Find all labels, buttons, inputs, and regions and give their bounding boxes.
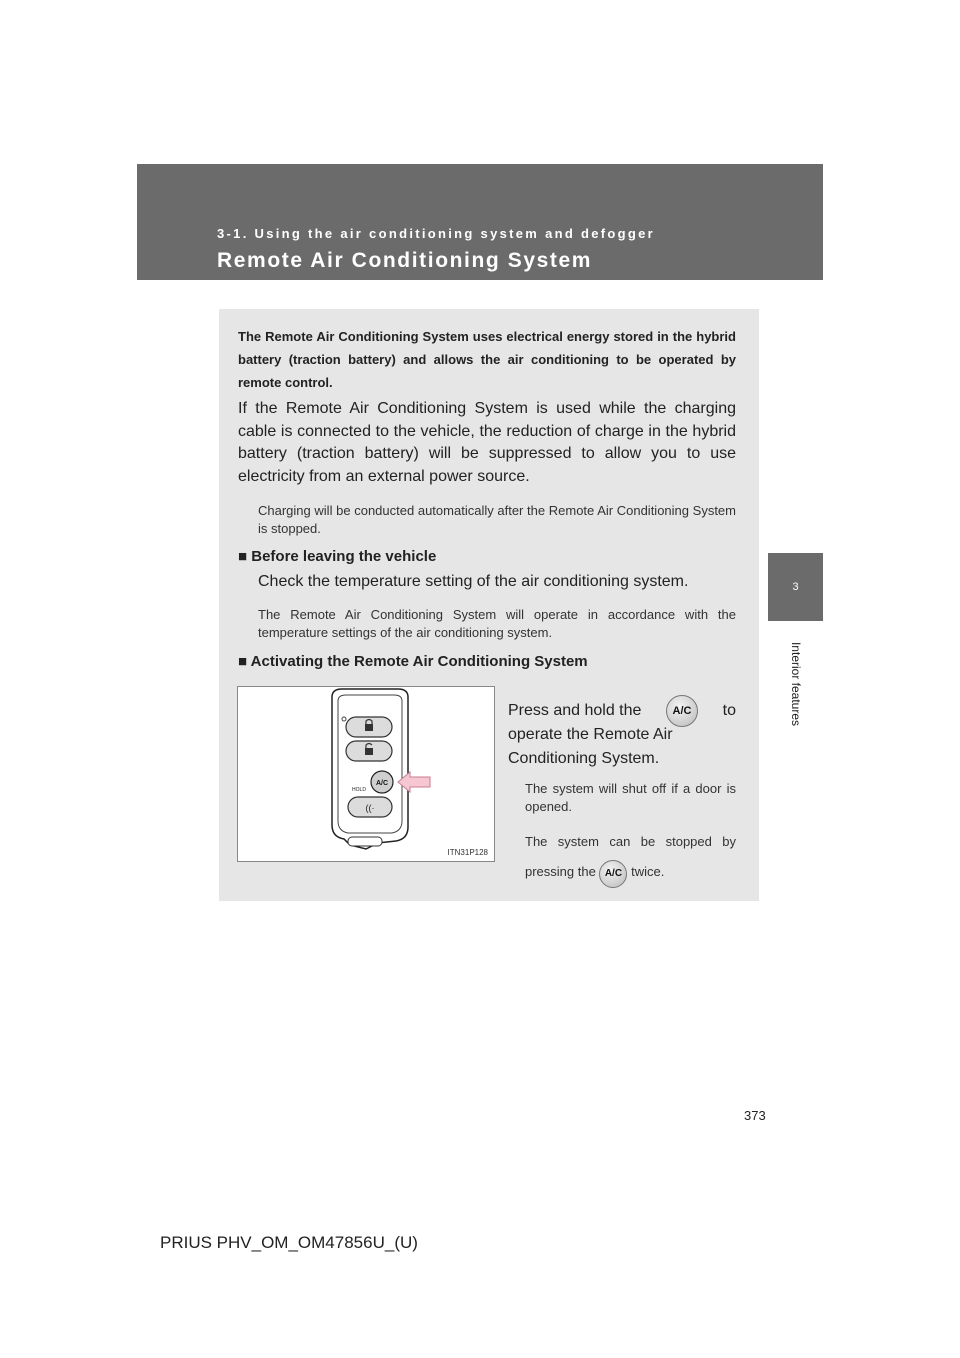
smart-key-figure bbox=[237, 686, 495, 862]
smart-key-icon bbox=[238, 687, 494, 861]
page-number: 373 bbox=[744, 1108, 766, 1123]
heading-activating: ■ Activating the Remote Air Conditioning System bbox=[238, 653, 588, 670]
main-paragraph: If the Remote Air Conditioning System is used while the charging cable is connected to the vehicle, the reduction of charge in the hybrid battery (traction battery) will be suppressed to allow you to use electricity from an external power source. bbox=[238, 400, 736, 485]
charging-note: Charging will be conducted automatically after the Remote Air Conditioning System is stopped. bbox=[258, 503, 736, 536]
chapter-header bbox=[137, 164, 823, 280]
chapter-number: 3 bbox=[792, 581, 799, 593]
page-title: Remote Air Conditioning System bbox=[217, 249, 593, 272]
svg-text:A/C: A/C bbox=[375, 780, 389, 787]
heading-before-leaving: ■ Before leaving the vehicle bbox=[238, 548, 437, 565]
press-instruction: Press and hold the A/C to operate the Remote Air Conditioning System. bbox=[508, 699, 736, 771]
ac-button-icon: A/C bbox=[666, 695, 698, 727]
ac-button-icon-small: A/C bbox=[599, 860, 627, 888]
temperature-note: The Remote Air Conditioning System will operate in accordance with the temperature settings of the air conditioning system. bbox=[258, 607, 736, 640]
stop-note: The system can be stopped by pressing the A/C twice. bbox=[525, 827, 736, 888]
chapter-tab[interactable] bbox=[768, 553, 823, 621]
figure-code: ITN31P128 bbox=[447, 848, 488, 857]
svg-text:HOLD: HOLD bbox=[352, 787, 366, 793]
section-label: 3-1. Using the air conditioning system and defogger bbox=[217, 226, 656, 241]
intro-text: The Remote Air Conditioning System uses electrical energy stored in the hybrid battery (traction battery) and allows the air conditioning to be operated by remote control. bbox=[238, 329, 736, 390]
content-panel bbox=[219, 309, 759, 901]
document-footer: PRIUS PHV_OM_OM47856U_(U) bbox=[160, 1233, 418, 1252]
shutoff-note: The system will shut off if a door is opened. bbox=[525, 781, 736, 814]
chapter-label: Interior features bbox=[789, 641, 803, 727]
svg-text:((·: ((· bbox=[365, 803, 375, 813]
temperature-instruction: Check the temperature setting of the air conditioning system. bbox=[258, 573, 689, 590]
